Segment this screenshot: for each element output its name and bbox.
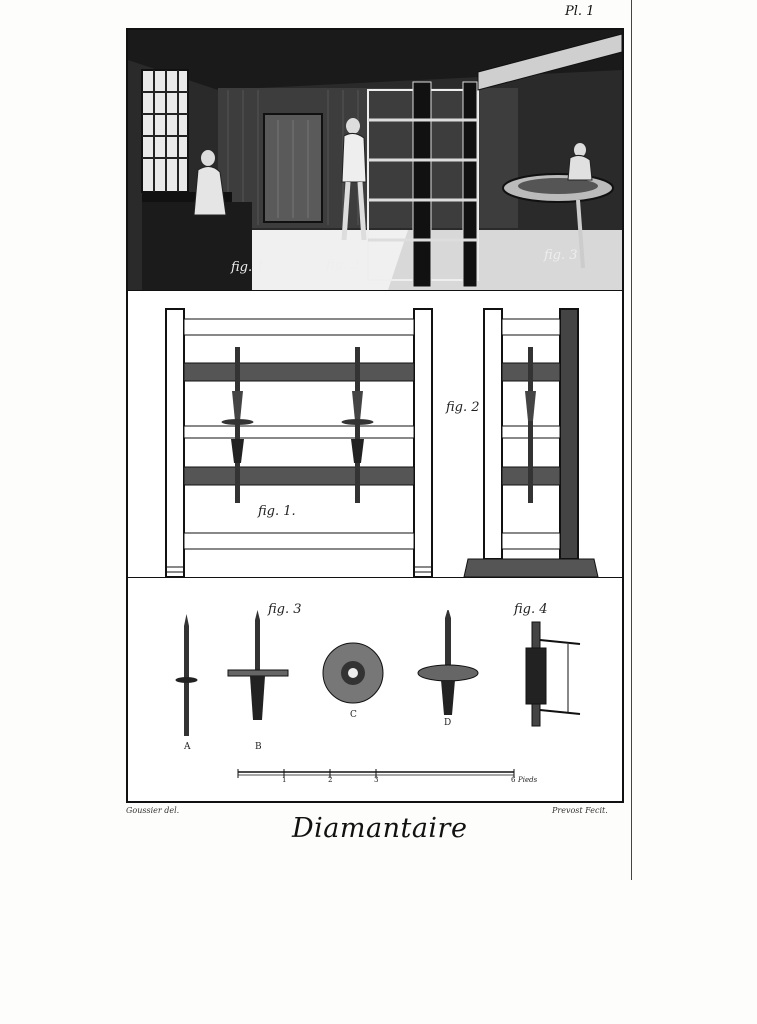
credit-draftsman: Goussier del. xyxy=(126,806,180,815)
engraving-plate xyxy=(126,28,624,803)
vignette-fig3-label: fig. 3 xyxy=(544,248,578,263)
frames-fig1-label: fig. 1. xyxy=(258,504,296,519)
frame-elevations xyxy=(128,291,622,577)
plate-number: Pl. 1 xyxy=(565,4,595,19)
tools-fig3-label: fig. 3 xyxy=(268,602,302,617)
tools-fig4-label: fig. 4 xyxy=(514,602,548,617)
scale-unit: Pieds xyxy=(518,776,538,784)
tool-letter-d: D xyxy=(444,718,452,728)
section-divider-2 xyxy=(128,577,622,578)
vignette-fig2-label: fig. 2 xyxy=(326,258,360,273)
frames-fig2-label: fig. 2 xyxy=(446,400,480,415)
vignette-fig1-label: fig. 1. xyxy=(231,260,269,275)
scale-tick-2: 2 xyxy=(328,776,333,784)
scale-tick-6: 6 xyxy=(511,776,516,784)
tool-letter-c: C xyxy=(350,710,357,720)
scale-tick-3: 3 xyxy=(374,776,379,784)
tool-letter-a: A xyxy=(184,742,191,752)
scale-tick-1: 1 xyxy=(282,776,287,784)
tool-letter-b: B xyxy=(255,742,262,752)
page-edge-line xyxy=(631,0,632,880)
credit-engraver: Prevost Fecit. xyxy=(552,806,608,815)
plate-title: Diamantaire xyxy=(292,813,468,844)
tool-details xyxy=(128,610,622,750)
